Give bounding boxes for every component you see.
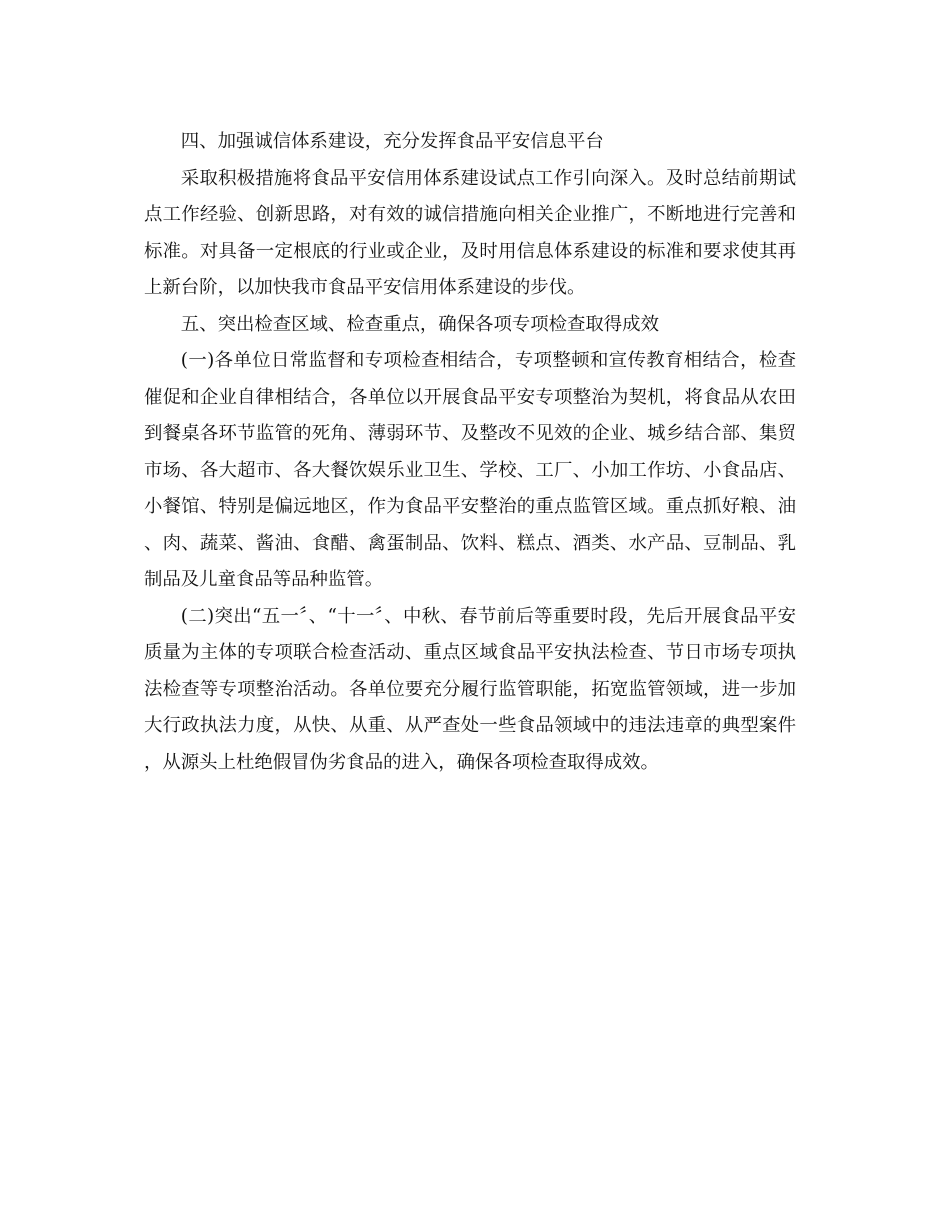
paragraph-item-two: (二)突出“五一〞、“十一〞、中秋、春节前后等重要时段，先后开展食品平安质量为主体的专项联合检查活动、重点区域食品平安执法检查、节日市场专项执法检查等专项整治活动。各单位要充分履行监管职能，拓宽监管领域，进一步加大行政执法力度，从快、从重、从严查处一些食品领域中的违法违章的典型案件，从源头上杜绝假冒伪劣食品的进入，确保各项检查取得成效。: [144, 605, 796, 773]
paragraph-credit-system: 采取积极措施将食品平安信用体系建设试点工作引向深入。及时总结前期试点工作经验、创新思路，对有效的诚信措施向相关企业推广，不断地进行完善和标准。对具备一定根底的行业或企业，及时用信息体系建设的标准和要求使其再上新台阶，以加快我市食品平安信用体系建设的步伐。: [144, 167, 796, 298]
section-heading-four: 四、加强诚信体系建设，充分发挥食品平安信息平台: [180, 131, 604, 152]
section-heading-five: 五、突出检查区域、检查重点，确保各项专项检查取得成效: [180, 313, 659, 335]
paragraph-item-one: (一)各单位日常监督和专项检查相结合，专项整顿和宣传教育相结合，检查催促和企业自律相结合，各单位以开展食品平安专项整治为契机，将食品从农田到餐桌各环节监管的死角、薄弱环节、及整改不见效的企业、城乡结合部、集贸市场、各大超市、各大餐饮娱乐业卫生、学校、工厂、小加工作坊、小食品店、小餐馆、特别是偏远地区，作为食品平安整治的重点监管区域。重点抓好粮、油、肉、蔬菜、酱油、食醋、禽蛋制品、饮料、糕点、酒类、水产品、豆制品、乳制品及儿童食品等品种监管。: [144, 350, 796, 590]
document-body: [144, 124, 796, 781]
